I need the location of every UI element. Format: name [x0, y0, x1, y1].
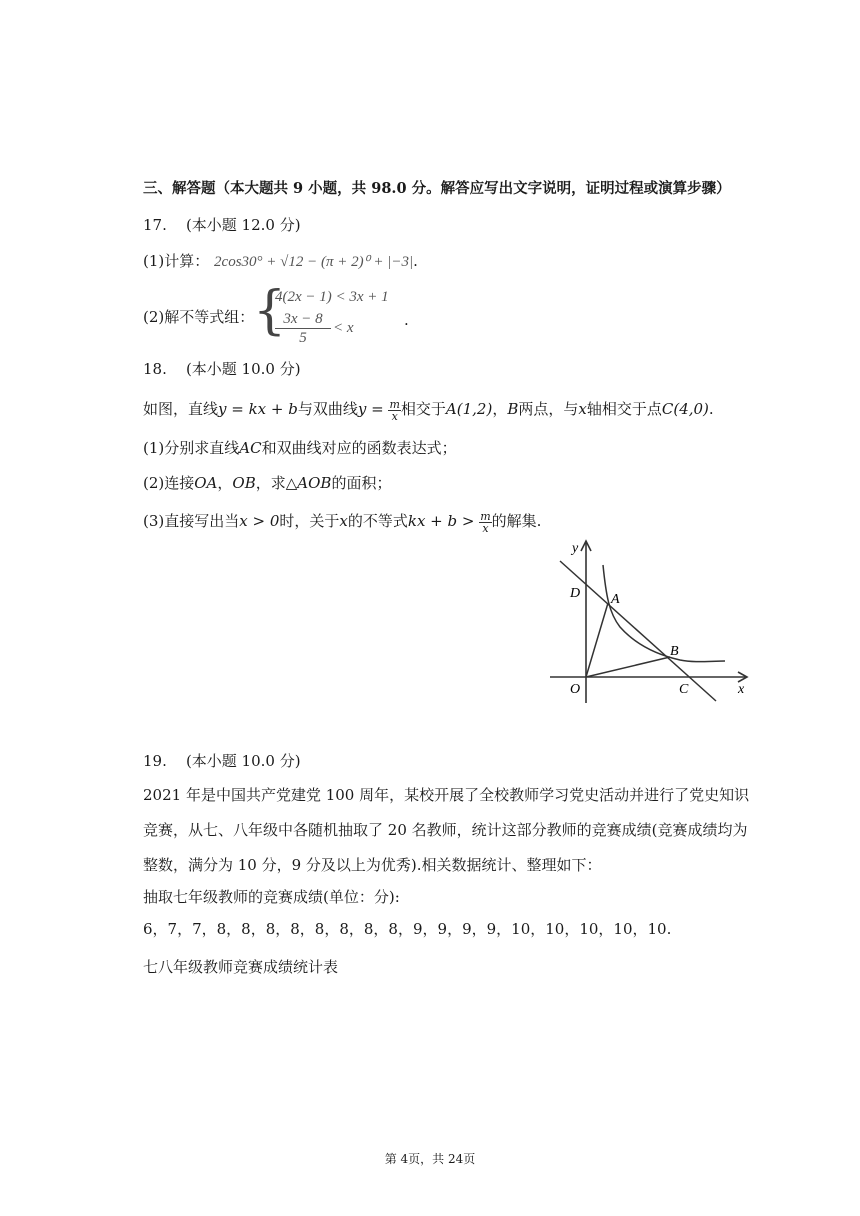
q17-score: (本小题 12.0 分) [185, 216, 301, 234]
q18-hyperbola-fraction [388, 399, 400, 422]
q18-var-x: x [578, 400, 587, 418]
q18-seg-oa: OA [194, 474, 218, 492]
q17-frac-numerator: 3x − 8 [275, 311, 331, 329]
q17-number: 17. [143, 216, 167, 234]
label-o: O [570, 682, 581, 697]
hyperbola-curve [603, 565, 725, 662]
q19-para-line2: 竞赛，从七、八年级中各随机抽取了 20 名教师，统计这部分教师的竞赛成绩(竞赛成绩均为 [143, 821, 748, 839]
q19-score: (本小题 10.0 分) [185, 752, 301, 770]
q18-stem-text: ， [492, 400, 508, 418]
q18-line-eq: y = kx + b [218, 400, 298, 418]
frac-numerator: m [389, 397, 400, 411]
q18-part3-text: (3)直接写出当 [143, 512, 240, 530]
section-heading: 三、解答题（本大题共 9 小题，共 98.0 分。解答应写出文字说明，证明过程或演算步骤） [143, 180, 731, 197]
q18-var-x: x [339, 512, 348, 530]
q18-stem-text: 两点，与 [518, 400, 579, 418]
frac-denominator: x [482, 521, 489, 535]
q18-part1 [143, 437, 457, 459]
q18-header [143, 358, 301, 380]
q17-part1 [143, 250, 418, 273]
q17-header [143, 214, 301, 236]
q17-brace: { [253, 281, 287, 341]
line-dc [560, 561, 716, 701]
q18-number: 18. [143, 360, 167, 378]
q18-figure [540, 535, 760, 710]
q18-line-ac: AC [239, 439, 262, 457]
label-y: y [572, 541, 579, 556]
q18-point-a: A(1,2) [445, 400, 493, 418]
q19-para-line1: 2021 年是中国共产党建党 100 周年，某校开展了全校教师学习党史活动并进行了党史知识 [143, 786, 750, 804]
q17-part2-end: . [404, 311, 409, 329]
q18-part3-text: 的不等式 [347, 512, 408, 530]
q18-part2-text: ，求△ [255, 474, 298, 492]
q18-condition: x > 0 [239, 512, 280, 530]
q17-ineq-line1: 4(2x − 1) < 3x + 1 [275, 289, 389, 305]
q18-stem [143, 398, 714, 422]
q18-inequality-fraction [479, 511, 491, 534]
q17-ineq-fraction [275, 311, 331, 347]
q18-stem-text: . [708, 400, 714, 418]
q18-part3 [143, 510, 541, 534]
q18-hyperbola-eq: y = [357, 400, 389, 418]
q19-grade7-scores: 6，7，7，8，8，8，8，8，8，8，8，9，9，9，9，10，10，10，10，10. [143, 920, 672, 938]
segment-ob [586, 657, 670, 677]
q17-part2-prefix: (2)解不等式组： [143, 308, 255, 326]
q18-score: (本小题 10.0 分) [185, 360, 301, 378]
q18-part3-text: 的解集. [491, 512, 542, 530]
q18-point-c: C(4,0) [661, 400, 709, 418]
q17-frac-denominator: 5 [299, 330, 307, 346]
q18-inequality: kx + b > [407, 512, 480, 530]
segment-oa [586, 603, 608, 677]
q18-stem-text: 相交于 [400, 400, 446, 418]
q19-grade7-caption: 抽取七年级教师的竞赛成绩(单位：分): [143, 888, 400, 906]
q17-part1-expression: 2cos30° + √12 − (π + 2)⁰ + |−3| [214, 254, 414, 270]
frac-denominator: x [391, 409, 398, 423]
q18-part1-text: 和双曲线对应的函数表达式； [261, 439, 457, 457]
q18-part2-text: (2)连接 [143, 474, 195, 492]
q18-triangle-aob: AOB [297, 474, 332, 492]
q17-part1-end: . [413, 252, 418, 270]
q18-seg-ob: OB [232, 474, 256, 492]
frac-numerator: m [480, 509, 491, 523]
page-footer: 第 4页，共 24页 [384, 1152, 476, 1166]
q17-part1-prefix: (1)计算： [143, 252, 210, 270]
q18-point-b: B [507, 400, 519, 418]
q18-part3-text: 时，关于 [279, 512, 340, 530]
q19-para-line3: 整数，满分为 10 分，9 分及以上为优秀).相关数据统计、整理如下： [143, 856, 602, 874]
q18-stem-text: 与双曲线 [297, 400, 358, 418]
q18-part2 [143, 472, 391, 494]
label-d: D [570, 586, 581, 601]
q19-number: 19. [143, 752, 167, 770]
label-a: A [611, 592, 620, 607]
q18-stem-text: 如图，直线 [143, 400, 219, 418]
q19-table-title: 七八年级教师竞赛成绩统计表 [143, 958, 339, 976]
q18-stem-text: 轴相交于点 [586, 400, 662, 418]
q18-part2-text: 的面积； [331, 474, 392, 492]
label-b: B [670, 644, 679, 659]
label-c: C [679, 682, 689, 697]
q18-part1-text: (1)分别求直线 [143, 439, 240, 457]
q19-header [143, 750, 301, 772]
q17-ineq-line2-rest: < x [333, 320, 354, 336]
label-x: x [738, 682, 745, 697]
q18-part2-text: ， [217, 474, 233, 492]
